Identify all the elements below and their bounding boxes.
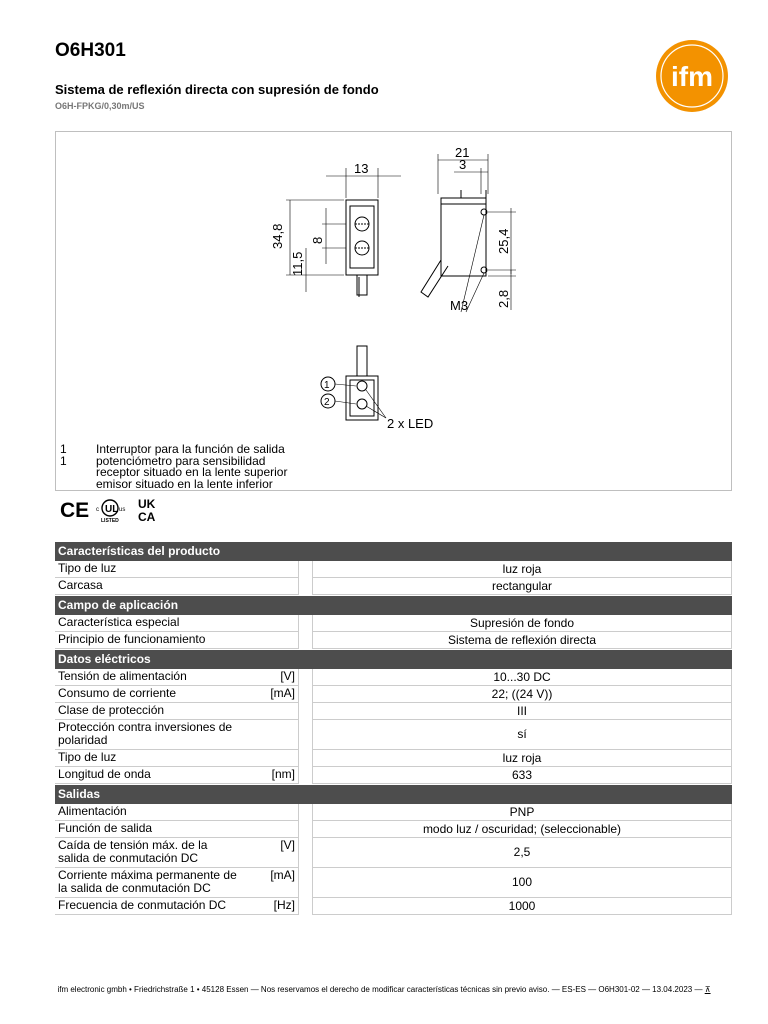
- row-value: Supresión de fondo: [312, 615, 732, 632]
- row-unit: [V]: [243, 669, 299, 686]
- table-row: [55, 868, 732, 898]
- callout-2: 2: [324, 397, 330, 408]
- row-value: 10...30 DC: [312, 669, 732, 686]
- svg-text:CA: CA: [138, 510, 156, 524]
- legend-num: 1: [60, 453, 67, 468]
- product-code: O6H-FPKG/0,30m/US: [55, 101, 145, 111]
- row-unit: [243, 561, 299, 578]
- row-label: Tensión de alimentación: [55, 669, 243, 686]
- table-row: [55, 703, 732, 720]
- svg-text:UK: UK: [138, 497, 156, 511]
- label-m3: M3: [450, 298, 469, 313]
- ifm-logo: [655, 39, 729, 113]
- product-title: O6H301: [55, 40, 126, 61]
- table-row: [55, 669, 732, 686]
- row-unit: [243, 703, 299, 720]
- row-unit: [243, 632, 299, 649]
- svg-text:us: us: [119, 507, 126, 513]
- dim-25-4: 25,4: [496, 228, 511, 254]
- table-row: [55, 804, 732, 821]
- row-unit: [243, 750, 299, 767]
- section-header: Salidas: [55, 785, 732, 804]
- row-value: rectangular: [312, 578, 732, 595]
- svg-text:ifm: ifm: [671, 61, 713, 92]
- svg-text:c: c: [96, 507, 99, 513]
- row-label: Longitud de onda: [55, 767, 243, 784]
- dim-34-8: 34,8: [270, 223, 285, 249]
- row-unit: [V]: [243, 838, 299, 868]
- table-row: [55, 838, 732, 868]
- label-led: 2 x LED: [387, 416, 434, 431]
- svg-text:LISTED: LISTED: [101, 518, 119, 524]
- front-housing: [346, 200, 378, 275]
- legend-num: [60, 479, 96, 491]
- row-unit: [243, 804, 299, 821]
- dimension-drawing: [55, 131, 732, 491]
- table-row: [55, 561, 732, 578]
- product-subtitle: Sistema de reflexión directa con supresión de fondo: [55, 82, 379, 97]
- row-label: Alimentación: [55, 804, 243, 821]
- legend-text: emisor situado en la lente inferior: [96, 476, 273, 491]
- row-label: Característica especial: [55, 615, 243, 632]
- row-value: 100: [312, 868, 732, 898]
- row-label: Corriente máxima permanente de la salida de conmutación DC: [55, 868, 243, 898]
- table-row: [55, 821, 732, 838]
- legend-text: Interruptor para la función de salida: [96, 442, 285, 456]
- row-value: PNP: [312, 804, 732, 821]
- row-unit: [mA]: [243, 868, 299, 898]
- row-value: 22; ((24 V)): [312, 686, 732, 703]
- legend-row: [60, 476, 287, 491]
- section-header: Campo de aplicación: [55, 596, 732, 615]
- table-row: [55, 686, 732, 703]
- row-label: Principio de funcionamiento: [55, 632, 243, 649]
- table-row: [55, 578, 732, 595]
- footer-text: ifm electronic gmbh • Friedrichstraße 1 • 45128 Essen — Nos reservamos el derecho de modificar características técnicas sin previo aviso. — ES-ES — O6H301-02 — 13.04.2023 —: [57, 985, 703, 994]
- dim-11-5: 11,5: [290, 251, 305, 276]
- dim-8: 8: [310, 236, 325, 244]
- dim-3: 3: [459, 157, 467, 172]
- table-row: [55, 720, 732, 750]
- row-label: Tipo de luz: [55, 750, 243, 767]
- row-value: III: [312, 703, 732, 720]
- ul-listed-mark-icon: [96, 500, 125, 524]
- row-value: 2,5: [312, 838, 732, 868]
- section-header: Datos eléctricos: [55, 650, 732, 669]
- table-row: [55, 898, 732, 915]
- row-unit: [mA]: [243, 686, 299, 703]
- row-label: Tipo de luz: [55, 561, 243, 578]
- legend-num: [60, 467, 96, 479]
- dim-21: 21: [455, 145, 470, 160]
- row-unit: [Hz]: [243, 898, 299, 915]
- callout-1: 1: [324, 380, 330, 391]
- row-value: luz roja: [312, 561, 732, 578]
- row-value: sí: [312, 720, 732, 750]
- row-value: 633: [312, 767, 732, 784]
- legend-text: receptor situado en la lente superior: [96, 465, 288, 479]
- dim-2-8: 2,8: [496, 289, 511, 308]
- table-row: [55, 615, 732, 632]
- row-value: Sistema de reflexión directa: [312, 632, 732, 649]
- row-unit: [243, 578, 299, 595]
- row-label: Clase de protección: [55, 703, 243, 720]
- ukca-mark-icon: [138, 497, 156, 524]
- row-value: 1000: [312, 898, 732, 915]
- section-header: Características del producto: [55, 542, 732, 561]
- legend-text: potenciómetro para sensibilidad: [96, 453, 266, 468]
- row-label: Carcasa: [55, 578, 243, 595]
- row-label: Frecuencia de conmutación DC: [55, 898, 243, 915]
- row-unit: [243, 615, 299, 632]
- row-value: modo luz / oscuridad; (seleccionable): [312, 821, 732, 838]
- page-footer: [0, 985, 768, 994]
- certification-marks: [58, 496, 168, 526]
- ce-mark-icon: CE: [60, 499, 90, 522]
- row-label: Función de salida: [55, 821, 243, 838]
- row-unit: [nm]: [243, 767, 299, 784]
- row-value: luz roja: [312, 750, 732, 767]
- row-unit: [243, 720, 299, 750]
- technical-drawing-svg: [56, 132, 733, 444]
- dim-13: 13: [354, 161, 369, 176]
- row-label: Protección contra inversiones de polaridad: [55, 720, 243, 750]
- drawing-legend: [60, 444, 287, 490]
- table-row: [55, 750, 732, 767]
- legend-num: 1: [60, 442, 67, 456]
- row-label: Consumo de corriente: [55, 686, 243, 703]
- table-row: [55, 767, 732, 784]
- back-to-top-link[interactable]: ⊼: [704, 985, 711, 994]
- table-row: [55, 632, 732, 649]
- row-label: Caída de tensión máx. de la salida de conmutación DC: [55, 838, 243, 868]
- specification-table: [55, 541, 732, 915]
- svg-text:UL: UL: [105, 504, 119, 515]
- row-unit: [243, 821, 299, 838]
